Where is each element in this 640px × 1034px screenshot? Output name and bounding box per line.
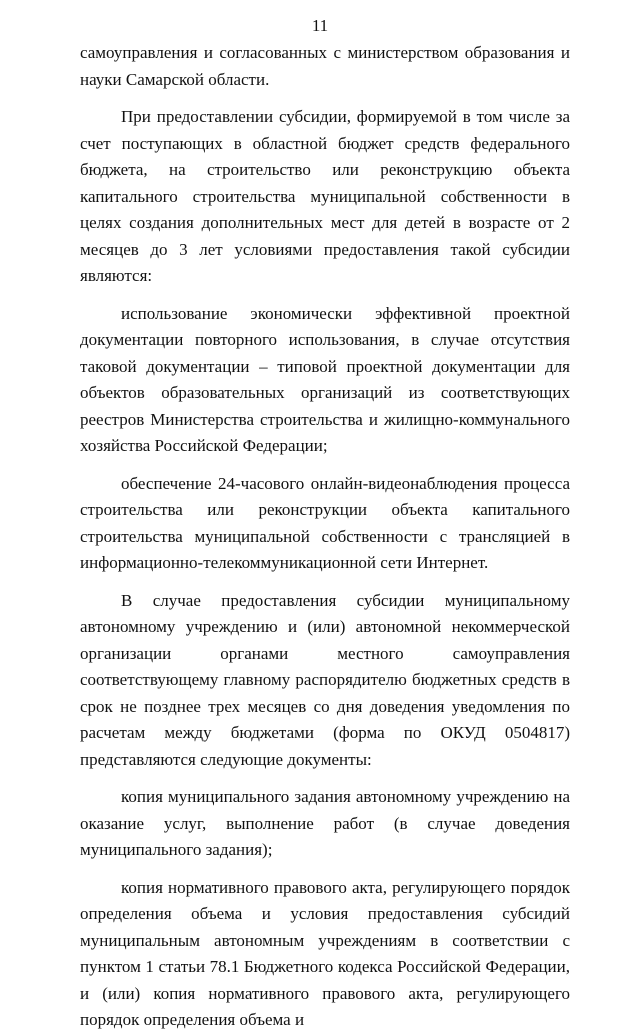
paragraph-normative-act-copy: копия нормативного правового акта, регулирующего порядок определения объема и условия предоставления субсидий муниципальным автономным учреждениям в соответствии с пунктом 1 статьи 78.1 Бюджетного кодекса Российской Федерации, и (или) копия нормативного правового акта, регулирующего порядок определения объема и [80, 877, 570, 1029]
page-number: 11 [311, 16, 329, 35]
paragraph-design-documentation: использование экономически эффективной проектной документации повторного использования, в случае отсутствия таковой документации – типовой проектной документации для объектов образовательных организаций из соответствующих реестров Министерства строительства и жилищно-коммунального хозяйства Российской Федерации; [80, 303, 570, 455]
paragraph-municipal-task-copy: копия муниципального задания автономному учреждению на оказание услуг, выполнение работ (в случае доведения муниципального задания); [80, 787, 570, 859]
paragraph-subsidy-conditions: При предоставлении субсидии, формируемой в том числе за счет поступающих в областной бюджет средств федерального бюджета, на строительство или реконструкцию объекта капитального строительства муниципальной собственности в целях создания дополнительных мест для детей в возрасте от 2 месяцев до 3 лет условиями предоставления такой субсидии являются: [80, 107, 570, 285]
paragraph-autonomous-institution: В случае предоставления субсидии муниципальному автономному учреждению и (или) автономной некоммерческой организации органами местного самоуправления соответствующему главному распорядителю бюджетных средств в срок не позднее трех месяцев со дня доведения уведомления по расчетам между бюджетами (форма по ОКУД 0504817) представляются следующие документы: [80, 590, 570, 769]
paragraph-video-surveillance: обеспечение 24-часового онлайн-видеонаблюдения процесса строительства или реконструкции объекта капитального строительства муниципальной собственности с трансляцией в информационно-телекоммуникационной сети Интернет. [80, 473, 570, 572]
document-body [80, 40, 570, 1034]
paragraph-continuation: самоуправления и согласованных с министерством образования и науки Самарской области. [80, 43, 570, 89]
